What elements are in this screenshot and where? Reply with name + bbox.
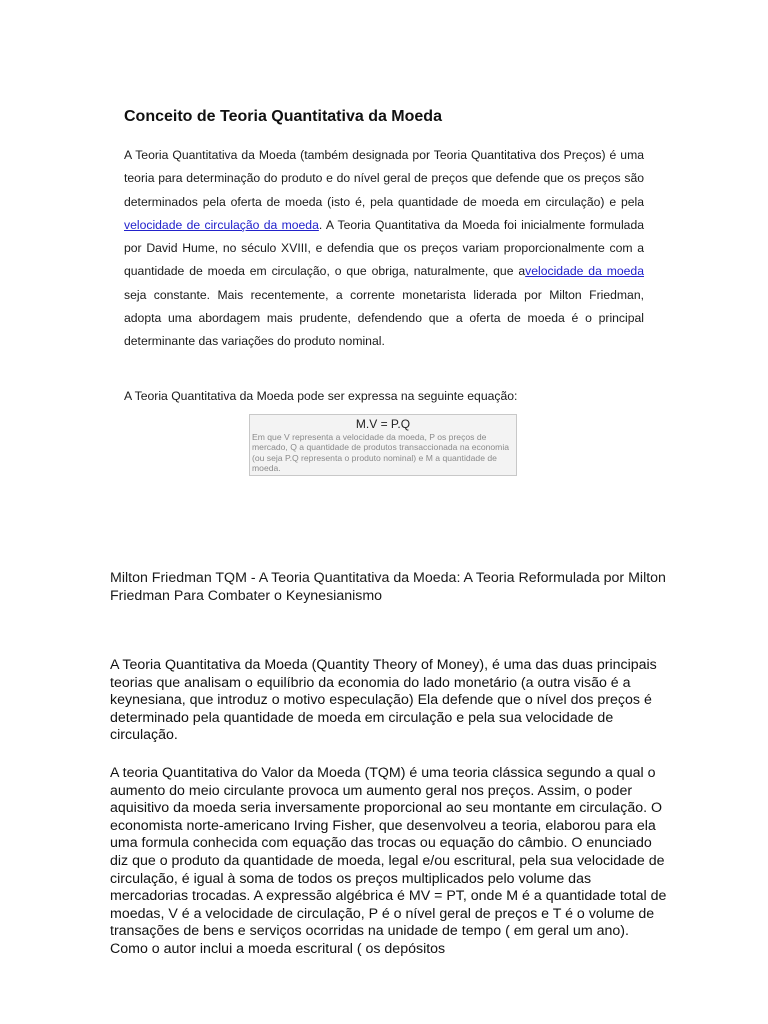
intro-text-part-3: seja constante. Mais recentemente, a corrente monetarista liderada por Milton Friedman, adopta uma abordagem mais prudente, defendendo que a oferta de moeda é o principal determinante das variações do produto nominal. <box>124 287 644 349</box>
equation-note: Em que V representa a velocidade da moeda, P os preços de mercado, Q a quantidade de produtos transaccionada na economia (ou seja P.Q representa o produto nominal) e M a quantidade de moeda. <box>252 432 510 474</box>
link-velocidade-circulacao[interactable]: velocidade de circulação da moeda <box>124 217 319 232</box>
body-paragraph-1: A Teoria Quantitativa da Moeda (Quantity Theory of Money), é uma das duas principais teorias que analisam o equilíbrio da economia do lado monetário (a outra visão é a keynesiana, que introduz o motivo especulação) Ela defende que o nível dos preços é determinado pela quantidade de moeda em circulação e pela sua velocidade de circulação. <box>110 657 657 744</box>
section-heading: Milton Friedman TQM - A Teoria Quantitativa da Moeda: A Teoria Reformulada por Milton Friedman Para Combater o Keynesianismo <box>110 570 666 604</box>
equation-box <box>249 414 517 476</box>
equation-intro: A Teoria Quantitativa da Moeda pode ser expressa na seguinte equação: <box>124 389 518 403</box>
intro-paragraph <box>124 144 644 354</box>
intro-text-part-1: A Teoria Quantitativa da Moeda (também designada por Teoria Quantitativa dos Preços) é uma teoria para determinação do produto e do nível geral de preços que defende que os preços são determinados pela oferta de moeda (isto é, pela quantidade de moeda em circulação) e pela <box>124 148 644 209</box>
link-velocidade-moeda[interactable]: velocidade da moeda <box>525 264 644 279</box>
body-paragraph-2: A teoria Quantitativa do Valor da Moeda (TQM) é uma teoria clássica segundo a qual o aumento do meio circulante provoca um aumento geral nos preços. Assim, o poder aquisitivo da moeda seria inversamente proporcional ao seu montante em circulação. O economista norte-americano Irving Fisher, que desenvolveu a teoria, elaborou para ela uma formula conhecida com equação das trocas ou equação do câmbio. O enunciado diz que o produto da quantidade de moeda, legal e/ou escritural, pela sua velocidade de circulação, é igual à soma de todos os preços multiplicados pelo volume das mercadorias trocadas. A expressão algébrica é MV = PT, onde M é a quantidade total de moedas, V é a velocidade de circulação, P é o nível geral de preços e T é o volume de transações de bens e serviços ocorridas na unidade de tempo ( em geral um ano). Como o autor inclui a moeda escritural ( os depósitos <box>110 765 667 957</box>
document-title: Conceito de Teoria Quantitativa da Moeda <box>124 108 442 125</box>
equation-formula: M.V = P.Q <box>355 417 411 431</box>
intro-text-part-2: . A Teoria Quantitativa da Moeda foi inicialmente formulada por David Hume, no século XVIII, e defendia que os preços variam proporcionalmente com a quantidade de moeda em circulação, o que obriga, naturalmente, que a <box>124 217 644 279</box>
